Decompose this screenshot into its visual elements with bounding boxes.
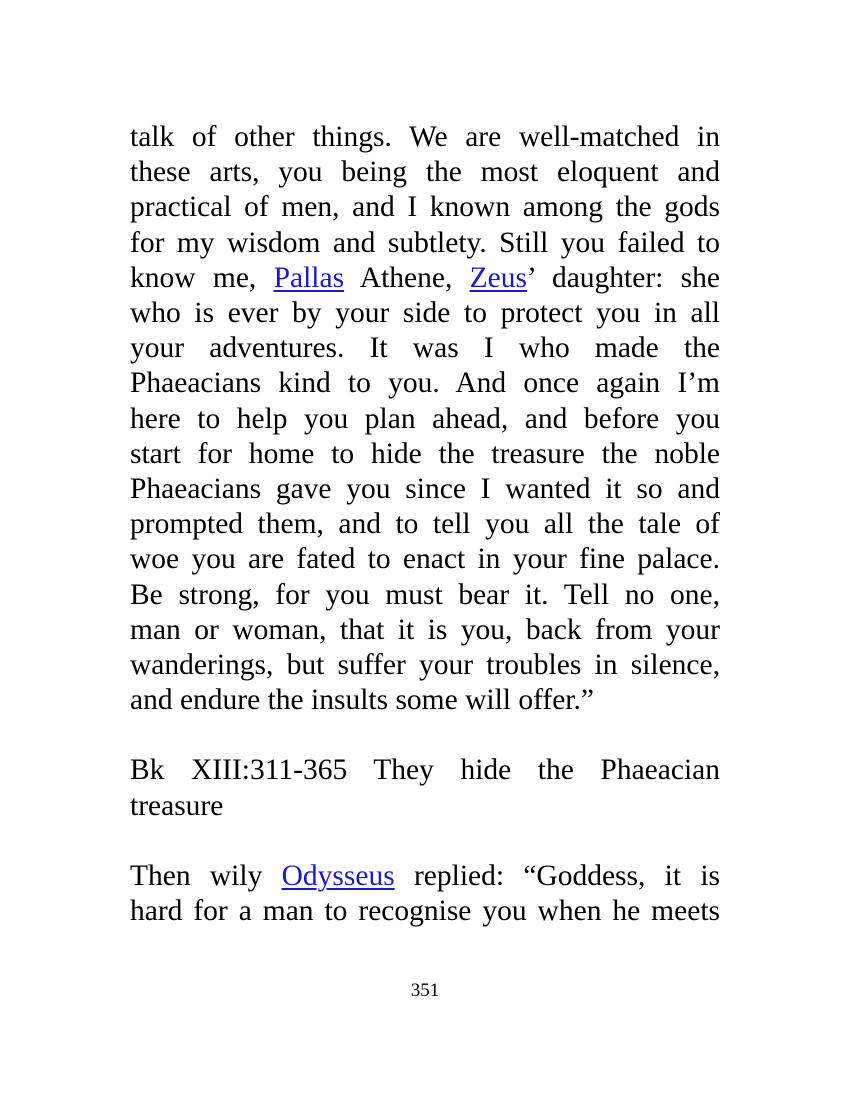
text-span: replied: “Goddess, it is <box>394 859 720 892</box>
heading-line: treasure <box>130 789 224 822</box>
text-span: know me, <box>130 261 274 294</box>
section-heading <box>130 753 720 823</box>
text-line: for my wisdom and subtlety. Still you failed to <box>130 226 720 259</box>
text-line: who is ever by your side to protect you in all <box>130 297 720 330</box>
text-line: prompted them, and to tell you all the tale of <box>130 508 720 541</box>
text-line: hard for a man to recognise you when he meets <box>130 895 720 928</box>
text-line: here to help you plan ahead, and before you <box>130 402 720 435</box>
link-zeus[interactable]: Zeus <box>469 261 527 294</box>
text-line: and endure the insults some will offer.” <box>130 684 594 717</box>
heading-line: Bk XIII:311-365 They hide the Phaeacian <box>130 754 720 787</box>
paragraph-athene-speech <box>130 120 720 718</box>
page-number: 351 <box>410 980 440 1001</box>
text-line: your adventures. It was I who made the <box>130 332 720 365</box>
text-line: start for home to hide the treasure the noble <box>130 437 720 470</box>
text-line: Phaeacians gave you since I wanted it so and <box>130 473 720 506</box>
text-line: man or woman, that it is you, back from your <box>130 613 720 646</box>
text-span: ’ daughter: she <box>527 261 720 294</box>
text-line: woe you are fated to enact in your fine palace. <box>130 543 720 576</box>
text-line-with-link <box>130 859 720 894</box>
link-pallas[interactable]: Pallas <box>273 261 345 294</box>
text-line-with-links <box>130 261 720 296</box>
paragraph-odysseus-reply <box>130 859 720 929</box>
text-line: these arts, you being the most eloquent and <box>130 156 720 189</box>
text-span: Athene, <box>344 261 470 294</box>
text-line: Be strong, for you must bear it. Tell no one, <box>130 578 720 611</box>
page-content <box>130 120 720 964</box>
text-line: Phaeacians kind to you. And once again I’m <box>130 367 720 400</box>
text-line: practical of men, and I known among the gods <box>130 191 720 224</box>
text-line: talk of other things. We are well-matched in <box>130 121 720 153</box>
text-span: Then wily <box>130 859 282 892</box>
link-odysseus[interactable]: Odysseus <box>281 859 395 892</box>
text-line: wanderings, but suffer your troubles in silence, <box>130 649 720 682</box>
